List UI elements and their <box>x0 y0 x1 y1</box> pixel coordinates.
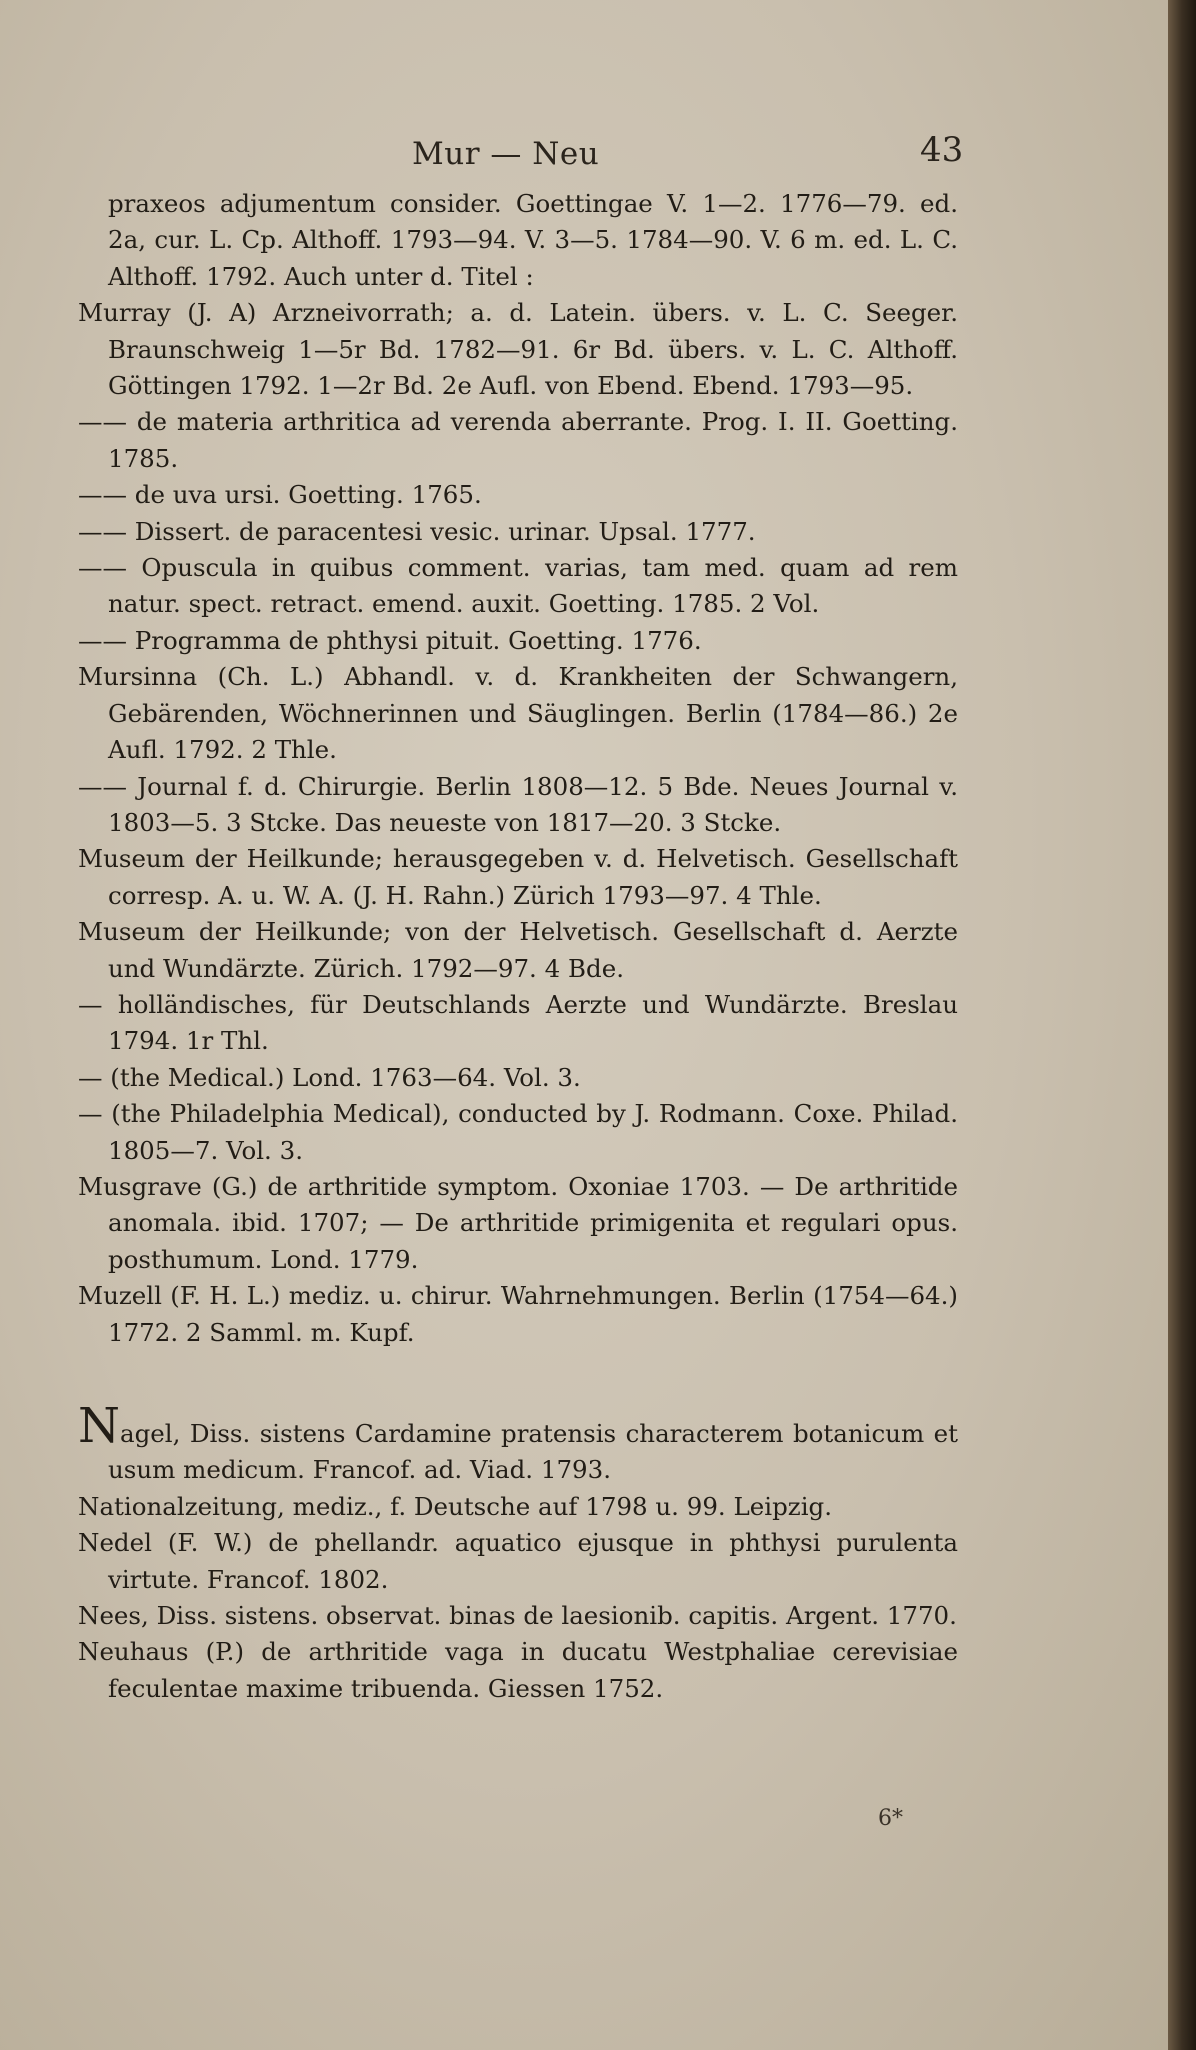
index-body <box>78 186 958 1707</box>
index-entry: Mursinna (Ch. L.) Abhandl. v. d. Krankheiten der Schwangern, Gebärenden, Wöchnerinnen und Säuglingen. Berlin (1784—86.) 2e Aufl. 1792. 2 Thle. <box>78 662 958 765</box>
index-entry: Musgrave (G.) de arthritide symptom. Oxoniae 1703. — De arthritide anomala. ibid. 1707; — De arthritide primigenita et regulari opus. posthumum. Lond. 1779. <box>78 1171 958 1274</box>
catchword: 6* <box>878 1806 903 1831</box>
section-gap <box>78 1351 958 1411</box>
index-entry: praxeos adjumentum consider. Goettingae V. 1—2. 1776—79. ed. 2a, cur. L. Cp. Althoff. 1793—94. V. 3—5. 1784—90. V. 6 m. ed. L. C. Althoff. 1792. Auch unter d. Titel : <box>108 189 958 291</box>
index-entry: —— Dissert. de paracentesi vesic. urinar. Upsal. 1777. <box>78 516 756 546</box>
index-entry: —— Journal f. d. Chirurgie. Berlin 1808—12. 5 Bde. Neues Journal v. 1803—5. 3 Stcke. Das neueste von 1817—20. 3 Stcke. <box>78 771 958 837</box>
index-entry: — (the Philadelphia Medical), conducted by J. Rodmann. Coxe. Philad. 1805—7. Vol. 3. <box>78 1099 958 1165</box>
index-entry: —— de uva ursi. Goetting. 1765. <box>78 480 482 510</box>
index-entry: Museum der Heilkunde; herausgegeben v. d. Helvetisch. Gesellschaft corresp. A. u. W. A. (J. H. Rahn.) Zürich 1793—97. 4 Thle. <box>78 844 958 910</box>
index-entry: —— de materia arthritica ad verenda aberrante. Prog. I. II. Goetting. 1785. <box>78 407 958 473</box>
index-entry: Muzell (F. H. L.) mediz. u. chirur. Wahrnehmungen. Berlin (1754—64.) 1772. 2 Samml. m. Kupf. <box>78 1281 958 1347</box>
entry-text: agel, Diss. sistens Cardamine pratensis characterem botanicum et usum medicum. Francof. ad. Viad. 1793. <box>108 1419 958 1485</box>
index-entry: — holländisches, für Deutschlands Aerzte und Wundärzte. Breslau 1794. 1r Thl. <box>78 989 958 1056</box>
index-entry: Museum der Heilkunde; von der Helvetisch. Gesellschaft d. Aerzte und Wundärzte. Zürich. 1792—97. 4 Bde. <box>78 917 958 983</box>
page-header <box>0 130 1168 180</box>
index-entry: — (the Medical.) Lond. 1763—64. Vol. 3. <box>78 1062 581 1092</box>
index-entry: Murray (J. A) Arzneivorrath; a. d. Latein. übers. v. L. C. Seeger. Braunschweig 1—5r Bd. 1782—91. 6r Bd. übers. v. L. C. Althoff. Göttingen 1792. 1—2r Bd. 2e Aufl. von Ebend. Ebend. 1793—95. <box>78 298 958 401</box>
index-entry: Nees, Diss. sistens. observat. binas de laesionib. capitis. Argent. 1770. <box>78 1601 957 1631</box>
book-spine <box>1168 0 1196 2050</box>
index-entry: —— Opuscula in quibus comment. varias, tam med. quam ad rem natur. spect. retract. emend. auxit. Goetting. 1785. 2 Vol. <box>78 553 958 619</box>
index-entry: Nedel (F. W.) de phellandr. aquatico ejusque in phthysi purulenta virtute. Francof. 1802. <box>78 1528 958 1594</box>
index-entry: Neuhaus (P.) de arthritide vaga in ducatu Westphaliae cerevisiae feculentae maxime tribuenda. Giessen 1752. <box>78 1637 958 1703</box>
section-initial: N <box>78 1398 120 1454</box>
index-entry: —— Programma de phthysi pituit. Goetting. 1776. <box>78 625 702 655</box>
index-entry <box>78 1398 958 1489</box>
page-number: 43 <box>920 130 964 170</box>
index-entry: Nationalzeitung, mediz., f. Deutsche auf 1798 u. 99. Leipzig. <box>78 1491 833 1521</box>
running-head: Mur — Neu <box>412 136 600 172</box>
